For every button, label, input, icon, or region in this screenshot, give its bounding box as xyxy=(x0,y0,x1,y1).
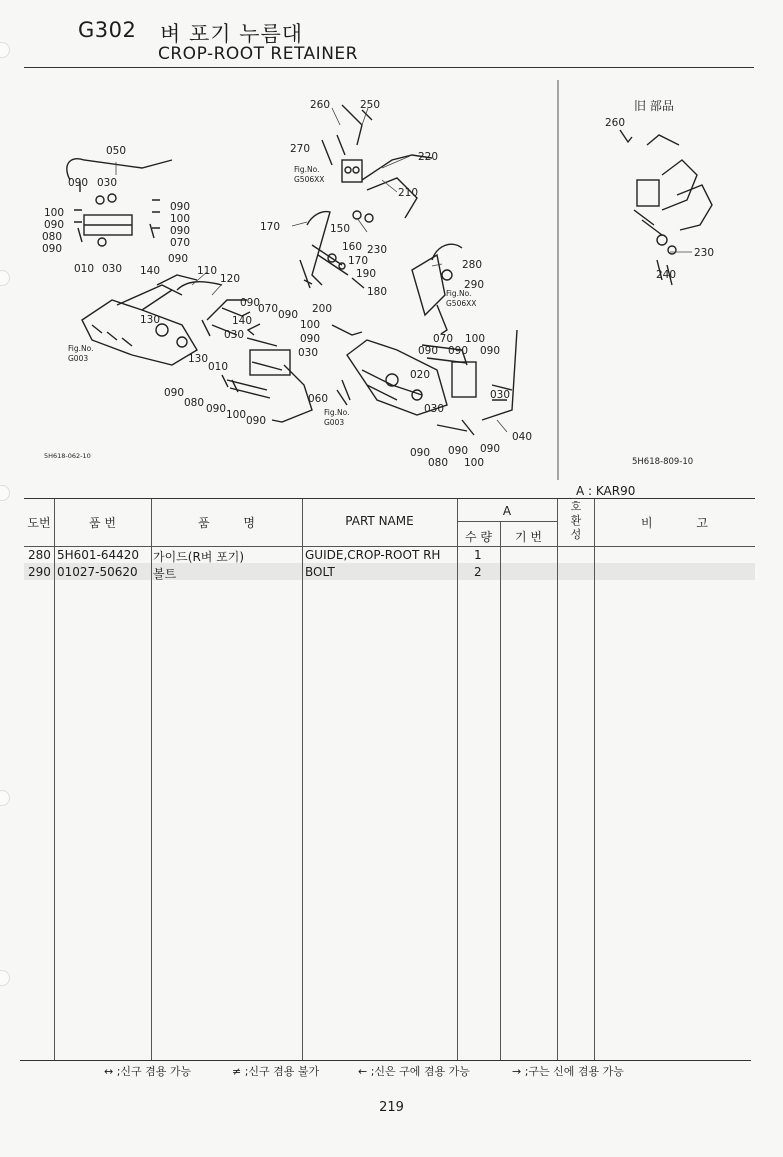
callout-060: 060 xyxy=(308,393,329,405)
callout-030: 030 xyxy=(97,177,118,189)
callout-170: 170 xyxy=(260,221,281,233)
cell-part-name-en: BOLT xyxy=(305,565,335,579)
callout-210: 210 xyxy=(398,187,419,199)
binder-hole xyxy=(0,485,10,501)
fig-references xyxy=(68,165,476,427)
cell-part-no: 01027-50620 xyxy=(57,565,138,579)
header-qty: 수 량 xyxy=(465,530,492,544)
callout-090: 090 xyxy=(448,445,469,457)
col-divider xyxy=(302,499,303,1060)
fig-no-label: Fig.No. xyxy=(446,289,472,298)
callout-140: 140 xyxy=(232,315,253,327)
callout-140: 140 xyxy=(140,265,161,277)
callout-090: 090 xyxy=(448,345,469,357)
callout-010: 010 xyxy=(74,263,95,275)
legend-item: ← ;신은 구에 겸용 가능 xyxy=(358,1065,470,1078)
callout-090: 090 xyxy=(300,333,321,345)
model-reference: A : KAR90 xyxy=(576,484,636,498)
callout-090: 090 xyxy=(168,253,189,265)
col-divider xyxy=(557,499,558,1060)
cell-qty: 1 xyxy=(474,548,482,562)
col-divider xyxy=(457,499,458,1060)
cell-ref-no: 290 xyxy=(28,565,51,579)
page-number: 219 xyxy=(379,1100,404,1115)
callout-090: 090 xyxy=(164,387,185,399)
callout-030: 030 xyxy=(102,263,123,275)
header-remarks: 비 고 xyxy=(641,516,708,530)
callout-old-260: 260 xyxy=(605,117,626,129)
callout-190: 190 xyxy=(356,268,377,280)
callout-090: 090 xyxy=(68,177,89,189)
callout-090: 090 xyxy=(418,345,439,357)
callout-100: 100 xyxy=(464,457,485,469)
fig-no-g003: G003 xyxy=(68,354,89,363)
header-part-name-en: PART NAME xyxy=(345,514,414,528)
callout-030: 030 xyxy=(224,329,245,341)
binder-hole xyxy=(0,970,10,986)
binder-hole xyxy=(0,270,10,286)
callout-280: 280 xyxy=(462,259,483,271)
callout-170: 170 xyxy=(348,255,369,267)
cell-part-no: 5H601-64420 xyxy=(57,548,140,562)
callout-080: 080 xyxy=(428,457,449,469)
fig-no-g506: G506XX xyxy=(446,299,477,308)
callout-090: 090 xyxy=(42,243,63,255)
fig-no-g003: G003 xyxy=(324,418,345,427)
col-divider xyxy=(54,499,55,1060)
cell-part-name-ko: 가이드(R벼 포기) xyxy=(153,550,245,564)
legend-item: → ;구는 신에 겸용 가능 xyxy=(512,1065,624,1078)
callout-old-240: 240 xyxy=(656,269,677,281)
parts-diagram xyxy=(22,80,754,480)
page-title-korean: 벼 포기 누름대 xyxy=(160,22,304,46)
header-rule xyxy=(24,67,754,68)
callout-290: 290 xyxy=(464,279,485,291)
callout-070: 070 xyxy=(170,237,191,249)
section-code: G302 xyxy=(78,18,137,42)
cell-part-name-en: GUIDE,CROP-ROOT RH xyxy=(305,548,441,562)
callout-220: 220 xyxy=(418,151,439,163)
table-bottom-rule xyxy=(20,1060,751,1061)
cell-part-name-ko: 볼트 xyxy=(153,567,177,581)
callout-180: 180 xyxy=(367,286,388,298)
old-parts-label: 旧 部品 xyxy=(634,99,674,113)
callout-230: 230 xyxy=(367,244,388,256)
callout-100: 100 xyxy=(170,213,191,225)
header-bottom-rule xyxy=(24,546,755,547)
header-group-a: A xyxy=(502,504,512,518)
binder-hole xyxy=(0,42,10,58)
page-title-english: CROP-ROOT RETAINER xyxy=(158,44,358,64)
fig-no-label: Fig.No. xyxy=(68,344,94,353)
diagram-callouts xyxy=(42,99,714,469)
callout-090: 090 xyxy=(170,201,191,213)
col-divider xyxy=(594,499,595,1060)
fig-no-g506: G506XX xyxy=(294,175,325,184)
cell-ref-no: 280 xyxy=(28,548,51,562)
callout-030: 030 xyxy=(490,389,511,401)
callout-030: 030 xyxy=(424,403,445,415)
callout-090: 090 xyxy=(240,297,261,309)
cell-qty: 2 xyxy=(474,565,482,579)
header-part-name-ko: 품 명 xyxy=(198,516,255,530)
sub-assembly-left xyxy=(67,159,247,365)
callout-080: 080 xyxy=(184,397,205,409)
callout-090: 090 xyxy=(206,403,227,415)
callout-160: 160 xyxy=(342,241,363,253)
callout-100: 100 xyxy=(300,319,321,331)
legend-item: ≠ ;신구 겸용 불가 xyxy=(232,1065,320,1078)
callout-270: 270 xyxy=(290,143,311,155)
old-parts-assembly xyxy=(620,130,715,285)
diagram-code-right: 5H618-809-10 xyxy=(632,457,694,467)
callout-080: 080 xyxy=(42,231,63,243)
group-rule xyxy=(457,521,557,522)
callout-090: 090 xyxy=(480,345,501,357)
col-divider xyxy=(151,499,152,1060)
callout-200: 200 xyxy=(312,303,333,315)
callout-250: 250 xyxy=(360,99,381,111)
fig-no-label: Fig.No. xyxy=(324,408,350,417)
header-ref-no: 도번 xyxy=(27,516,51,530)
callout-020: 020 xyxy=(410,369,431,381)
callout-120: 120 xyxy=(220,273,241,285)
callout-100: 100 xyxy=(44,207,65,219)
fig-no-label: Fig.No. xyxy=(294,165,320,174)
callout-090: 090 xyxy=(44,219,65,231)
legend-item: ↔ ;신구 겸용 가능 xyxy=(104,1065,192,1078)
callout-090: 090 xyxy=(246,415,267,427)
callout-070: 070 xyxy=(433,333,454,345)
header-std: 기 번 xyxy=(515,530,542,544)
callout-090: 090 xyxy=(170,225,191,237)
callout-260: 260 xyxy=(310,99,331,111)
callout-100: 100 xyxy=(226,409,247,421)
callout-090: 090 xyxy=(278,309,299,321)
callout-old-230: 230 xyxy=(694,247,715,259)
callout-010: 010 xyxy=(208,361,229,373)
col-divider xyxy=(500,521,501,1060)
callout-100: 100 xyxy=(465,333,486,345)
callout-110: 110 xyxy=(197,265,218,277)
callout-090: 090 xyxy=(410,447,431,459)
callout-150: 150 xyxy=(330,223,351,235)
header-part-no: 품 번 xyxy=(89,516,116,530)
diagram-code-left: 5H618-062-10 xyxy=(44,452,91,460)
callout-130: 130 xyxy=(188,353,209,365)
callout-050: 050 xyxy=(106,145,127,157)
callout-040: 040 xyxy=(512,431,533,443)
callout-030: 030 xyxy=(298,347,319,359)
binder-hole xyxy=(0,790,10,806)
table-top-rule xyxy=(24,498,755,499)
header-compat: 호환성 xyxy=(570,500,582,541)
callout-070: 070 xyxy=(258,303,279,315)
callout-130: 130 xyxy=(140,314,161,326)
callout-090: 090 xyxy=(480,443,501,455)
